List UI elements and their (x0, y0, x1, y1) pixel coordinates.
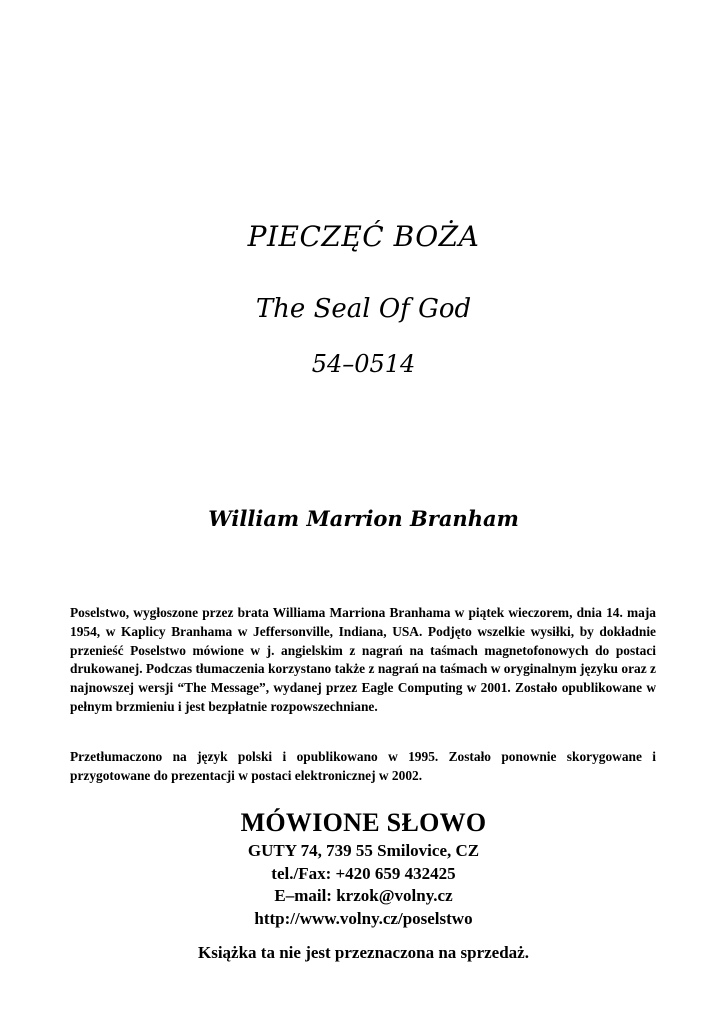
publisher-phone: tel./Fax: +420 659 432425 (271, 863, 456, 883)
description-text: Poselstwo, wygłoszone przez brata Williama Marriona Branhama w piątek wieczorem, dnia 14. maja 1954, w Kaplicy Branhama w Jeffersonville, Indiana, USA. Podjęto wszelkie wysiłki, by dokładnie przenieść Poselstwo mówione w j. angielskim z nagrań na taśmach magnetofonowych do postaci drukowanej. Podczas tłumaczenia korzystano także z nagrań na taśmach w oryginalnym języku oraz z najnowszej wersji “The Message”, wydanej przez Eagle Computing w 2001. Zostało opublikowane w pełnym brzmieniu i jest bezpłatnie rozpowszechniane. (70, 605, 656, 714)
title-pl: PIECZĘĆ BOŻA (247, 220, 480, 253)
description-paragraph (70, 604, 656, 717)
sermon-code: 54–0514 (311, 350, 416, 378)
publisher-website: http://www.volny.cz/poselstwo (254, 908, 473, 928)
publisher-email: E–mail: krzok@volny.cz (274, 886, 453, 905)
translation-paragraph (70, 735, 656, 799)
title-en: The Seal Of God (255, 294, 472, 324)
publisher-address: GUTY 74, 739 55 Smilovice, CZ (247, 841, 480, 860)
translation-text: Przetłumaczono na język polski i opublikowano w 1995. Zostało ponownie skorygowane i przygotowane do prezentacji w postaci elektronicznej w 2002. (70, 749, 656, 784)
publisher-block (0, 806, 727, 930)
author-name: William Marrion Branham (208, 506, 519, 531)
not-for-sale-notice: Książka ta nie jest przeznaczona na sprzedaż. (198, 943, 529, 962)
publisher-name: MÓWIONE SŁOWO (240, 808, 487, 837)
